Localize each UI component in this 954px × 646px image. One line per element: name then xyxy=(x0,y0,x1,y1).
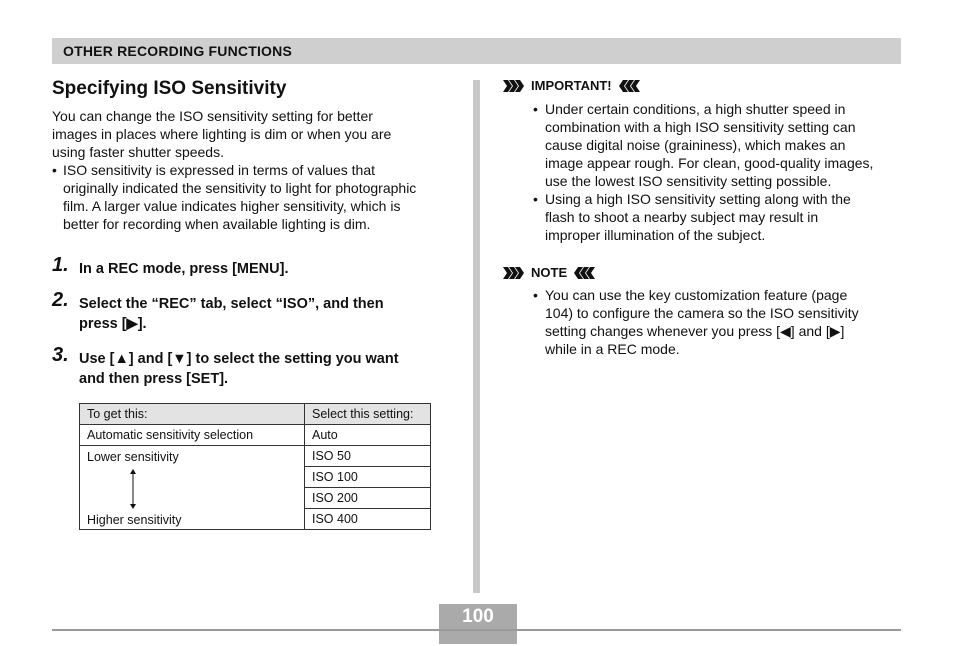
bullet-line: cause digital noise (graininess), which makes an xyxy=(545,137,846,153)
important-label: IMPORTANT! xyxy=(531,78,612,93)
bullet-line: combination with a high ISO sensitivity setting can xyxy=(545,119,856,135)
note-bullet xyxy=(533,286,903,358)
table-cell: ISO 400 xyxy=(305,509,431,530)
bullet-line: image appear rough. For clean, good-quality images, xyxy=(545,155,874,171)
table-cell: ISO 50 xyxy=(305,446,431,467)
step-text xyxy=(79,294,454,334)
intro-line: images in places where lighting is dim or when you are xyxy=(52,126,392,142)
bullet-line: film. A larger value indicates higher sensitivity, which is xyxy=(63,198,401,214)
bullet-line: improper illumination of the subject. xyxy=(545,227,766,243)
left-column xyxy=(52,78,452,233)
bullet-dot-icon: • xyxy=(533,287,538,303)
iso-explanation-bullet xyxy=(52,161,452,233)
important-bullet xyxy=(533,100,903,190)
table-cell: ISO 200 xyxy=(305,488,431,509)
column-divider xyxy=(473,80,480,593)
table-header-cell: Select this setting: xyxy=(305,404,431,425)
table-header-row xyxy=(80,404,431,425)
step-line: Use [▲] and [▼] to select the setting you want xyxy=(79,351,399,367)
intro-line: using faster shutter speeds. xyxy=(52,144,224,160)
step-text xyxy=(79,259,454,279)
bullet-line: 104) to configure the camera so the ISO sensitivity xyxy=(545,305,859,321)
bullet-dot-icon: • xyxy=(52,162,57,178)
triple-chevron-left-icon xyxy=(573,267,595,279)
page-number: 100 xyxy=(462,606,494,627)
step-line: and then press [SET]. xyxy=(79,371,229,387)
bullet-line: while in a REC mode. xyxy=(545,341,680,357)
step-number: 3. xyxy=(52,344,69,366)
bullet-line: Under certain conditions, a high shutter speed in xyxy=(545,101,846,117)
step-number: 1. xyxy=(52,254,69,276)
bullet-line: better for recording when available lighting is dim. xyxy=(63,216,371,232)
iso-settings-table xyxy=(79,403,431,530)
bullet-line: use the lowest ISO sensitivity setting possible. xyxy=(545,173,832,189)
bullet-line: setting changes whenever you press [◀] and [▶] xyxy=(545,323,845,339)
table-row xyxy=(80,446,431,467)
lower-sensitivity-label: Lower sensitivity xyxy=(87,449,179,464)
intro-paragraph xyxy=(52,107,452,161)
important-bullets xyxy=(533,100,903,244)
note-label: NOTE xyxy=(531,265,568,280)
higher-sensitivity-label: Higher sensitivity xyxy=(87,512,182,527)
sensitivity-range-cell xyxy=(80,446,305,530)
page-title: Specifying ISO Sensitivity xyxy=(52,78,287,99)
triple-chevron-right-icon xyxy=(503,80,525,92)
triple-chevron-left-icon xyxy=(618,80,640,92)
table-header-cell: To get this: xyxy=(80,404,305,425)
bullet-dot-icon: • xyxy=(533,191,538,207)
important-bullet xyxy=(533,190,903,244)
note-heading xyxy=(503,265,595,280)
bullet-line: You can use the key customization feature (page xyxy=(545,287,848,303)
intro-line: You can change the ISO sensitivity setting for better xyxy=(52,108,373,124)
note-bullets xyxy=(533,286,903,358)
section-header-bar xyxy=(52,38,901,64)
table-cell: Auto xyxy=(305,425,431,446)
step-line: Select the “REC” tab, select “ISO”, and then xyxy=(79,296,384,312)
table-cell: Automatic sensitivity selection xyxy=(80,425,305,446)
bullet-line: Using a high ISO sensitivity setting along with the xyxy=(545,191,851,207)
important-heading xyxy=(503,78,640,93)
step-line: press [▶]. xyxy=(79,316,147,332)
table-cell: ISO 100 xyxy=(305,467,431,488)
bullet-line: flash to shoot a nearby subject may result in xyxy=(545,209,819,225)
triple-chevron-right-icon xyxy=(503,267,525,279)
step-line: In a REC mode, press [MENU]. xyxy=(79,261,289,277)
step-text xyxy=(79,349,454,389)
double-arrow-icon xyxy=(130,469,136,509)
section-title: OTHER RECORDING FUNCTIONS xyxy=(63,43,292,59)
page-number-box xyxy=(439,604,517,644)
bullet-dot-icon: • xyxy=(533,101,538,117)
step-number: 2. xyxy=(52,289,69,311)
table-row xyxy=(80,425,431,446)
bullet-line: originally indicated the sensitivity to light for photographic xyxy=(63,180,417,196)
bullet-line: ISO sensitivity is expressed in terms of values that xyxy=(63,162,376,178)
